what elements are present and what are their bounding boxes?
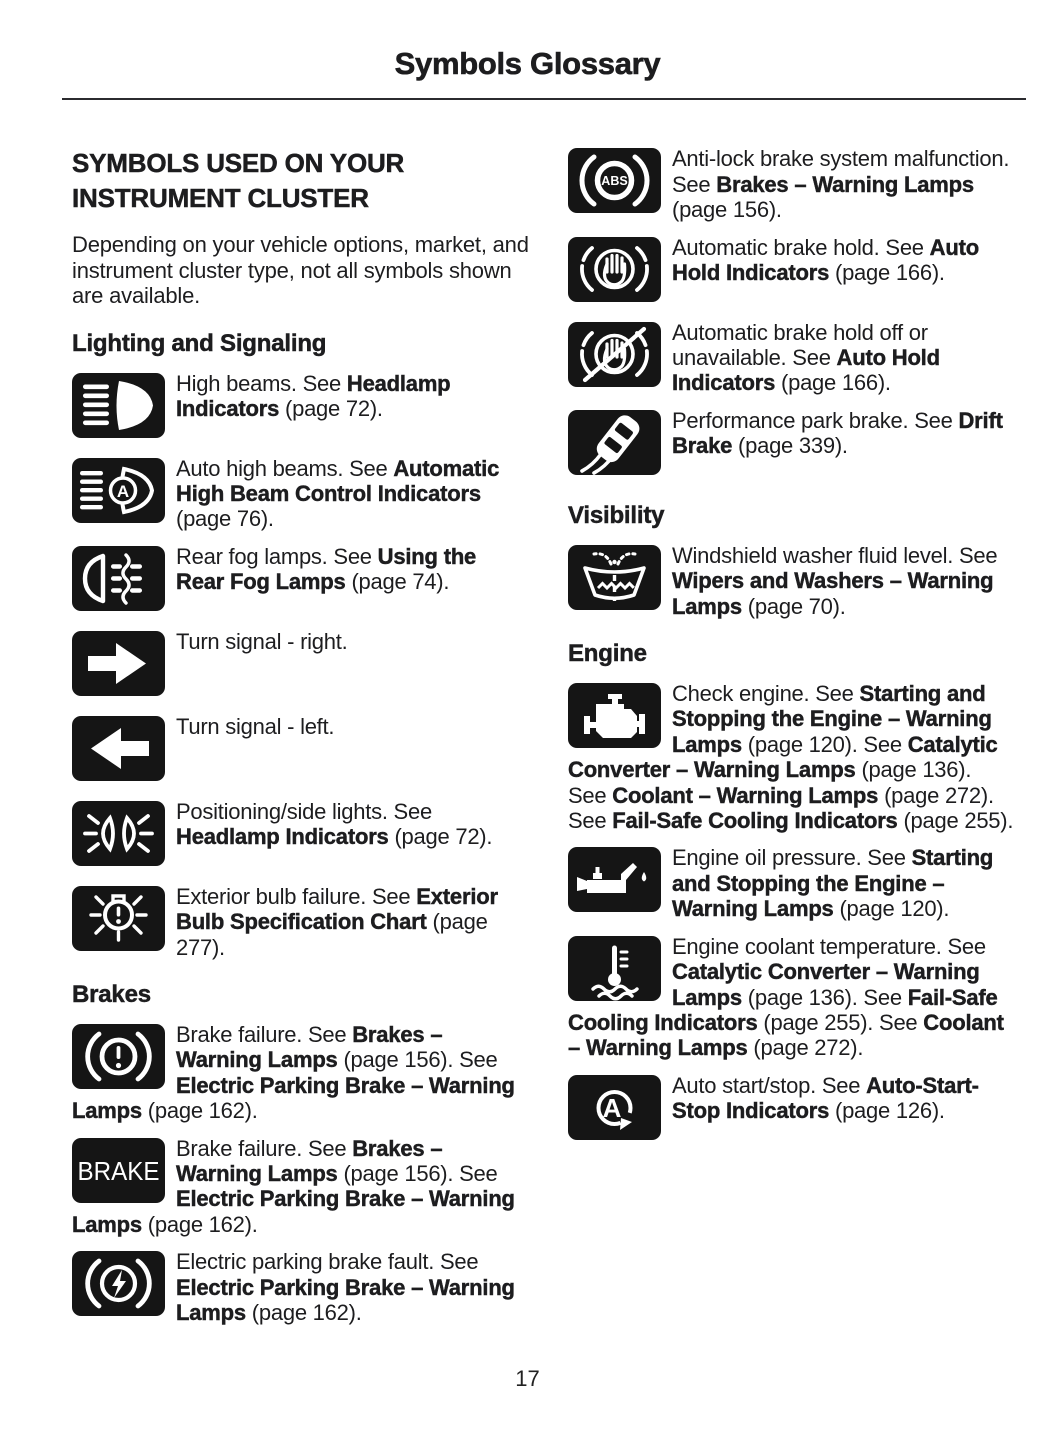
entry-text — [672, 543, 997, 619]
text-segment: (page 76). — [176, 506, 274, 532]
entry-abs-malfunction — [568, 146, 1015, 222]
text-segment: (page 156). See — [337, 1047, 498, 1073]
paragraph-intro: Depending on your vehicle options, market, and instrument cluster type, not all symbols shown are available. — [72, 232, 529, 309]
auto-start-stop-icon — [568, 1075, 661, 1140]
entry-text — [176, 884, 498, 960]
section-heading-visibility: Visibility — [568, 501, 665, 529]
position-lights-icon — [72, 801, 165, 866]
brake-text-icon — [72, 1138, 165, 1203]
text-segment-bold: Starting and Stopping the Engine – Warning Lamps — [672, 845, 994, 922]
entry-brake-failure-2 — [72, 1136, 530, 1238]
text-segment-bold: Headlamp Indicators — [176, 370, 451, 422]
text-segment-bold: Starting and Stopping the Engine – Warning Lamps — [672, 681, 992, 757]
entry-brake-failure-1 — [72, 1022, 530, 1124]
check-engine-icon — [568, 683, 661, 748]
auto-hold-off-icon — [568, 322, 661, 387]
text-segment-bold: Drift Brake — [672, 407, 1003, 459]
section-heading-brakes: Brakes — [72, 981, 151, 1009]
entry-electric-parking-brake-fault — [72, 1249, 530, 1325]
text-segment: (page 72). — [279, 396, 383, 422]
text-segment: Check engine. See — [672, 681, 860, 707]
entry-text — [176, 714, 334, 739]
text-segment-bold: Automatic High Beam Control Indicators — [176, 455, 500, 507]
entry-text — [672, 320, 940, 396]
page-title: Symbols Glossary — [394, 46, 661, 81]
text-segment: Anti-lock brake system malfunction. See — [672, 146, 1010, 197]
text-segment-bold: Fail-Safe Cooling Indicators — [568, 984, 998, 1035]
entry-auto-brake-hold — [568, 235, 1015, 308]
text-segment: Engine oil pressure. See — [672, 845, 912, 871]
entry-position-lights — [72, 799, 530, 872]
text-segment: (page 339). — [732, 433, 848, 459]
entry-auto-start-stop — [568, 1073, 1015, 1146]
text-segment: (page 136). See — [741, 984, 908, 1010]
text-segment-bold: Brakes – Warning Lamps — [176, 1022, 443, 1073]
text-segment: High beams. See — [176, 370, 347, 396]
text-segment: (page 156). See — [337, 1161, 498, 1187]
text-segment: (page 136). See — [568, 757, 972, 808]
entry-rear-fog-lamps — [72, 544, 530, 617]
entry-text — [672, 1073, 979, 1123]
auto-hold-icon — [568, 237, 661, 302]
text-segment: (page 126). — [829, 1098, 945, 1124]
entry-text — [672, 146, 1009, 222]
text-segment-bold: Brakes – Warning Lamps — [716, 171, 974, 197]
text-segment-bold: Auto Hold Indicators — [672, 345, 940, 396]
entry-turn-signal-right — [72, 629, 530, 702]
text-segment: (page 162). — [141, 1098, 258, 1124]
text-segment: (page 277). — [176, 909, 488, 960]
section-heading-lighting-and-signaling: Lighting and Signaling — [72, 329, 327, 357]
text-segment: (page 120). — [833, 896, 950, 922]
text-segment: Automatic brake hold. See — [672, 234, 930, 260]
entry-text — [672, 845, 993, 921]
text-segment-bold: Exterior Bulb Specification Chart — [176, 883, 498, 935]
text-segment: (page 156). — [672, 197, 782, 223]
page-content — [0, 100, 1055, 1337]
oil-pressure-icon — [568, 847, 661, 912]
text-segment: Brake failure. See — [176, 1135, 353, 1161]
text-segment: Auto high beams. See — [176, 455, 394, 481]
entry-check-engine — [568, 681, 1015, 833]
text-segment: Rear fog lamps. See — [176, 543, 378, 569]
text-segment: Performance park brake. See — [672, 407, 959, 433]
text-segment: (page 255). See — [757, 1009, 924, 1035]
text-segment-bold: Electric Parking Brake – Warning Lamps — [72, 1186, 515, 1237]
entry-text — [176, 456, 499, 532]
turn-signal-right-icon — [72, 631, 165, 696]
text-segment-bold: Using the Rear Fog Lamps — [176, 543, 477, 595]
high-beam-icon — [72, 373, 165, 438]
entry-text — [176, 544, 476, 594]
entry-engine-oil-pressure — [568, 845, 1015, 921]
text-segment: (page 255). — [897, 808, 1014, 834]
entry-text — [176, 1249, 515, 1325]
washer-fluid-icon — [568, 545, 661, 610]
text-segment: (page 272). — [747, 1035, 864, 1061]
text-segment-bold: Catalytic Converter – Warning Lamps — [568, 731, 998, 783]
text-segment-bold: Auto Hold Indicators — [672, 234, 979, 286]
page-number: 17 — [515, 1366, 540, 1391]
text-segment: Exterior bulb failure. See — [176, 883, 417, 909]
column-left — [72, 146, 530, 1337]
text-segment: Auto start/stop. See — [672, 1072, 867, 1098]
text-segment: (page 120). See — [741, 731, 908, 757]
abs-icon — [568, 148, 661, 213]
text-segment-bold: Headlamp Indicators — [176, 824, 389, 850]
text-segment: (page 74). — [345, 569, 450, 595]
text-segment-bold: Brakes – Warning Lamps — [176, 1135, 443, 1187]
text-segment: Automatic brake hold off or unavailable. See — [672, 319, 928, 371]
text-segment-bold: Fail-Safe Cooling Indicators — [612, 808, 898, 834]
text-segment: Turn signal - right. — [176, 628, 348, 654]
text-segment: (page 162). — [245, 1300, 362, 1326]
entry-high-beams — [72, 371, 530, 444]
coolant-temp-icon — [568, 936, 661, 1001]
text-segment-bold: Catalytic Converter – Warning Lamps — [672, 959, 980, 1010]
drift-brake-icon — [568, 410, 661, 475]
text-segment: Electric parking brake fault. See — [176, 1249, 479, 1275]
text-segment: (page 166). — [829, 260, 945, 286]
text-segment-bold: Auto-Start-Stop Indicators — [672, 1072, 979, 1124]
auto-high-beam-icon — [72, 458, 165, 523]
text-segment-bold: Electric Parking Brake – Warning Lamps — [72, 1072, 515, 1124]
entry-washer-fluid-level — [568, 543, 1015, 619]
entry-text — [672, 235, 979, 285]
entry-turn-signal-left — [72, 714, 530, 787]
column-right — [568, 146, 1015, 1157]
entry-text — [176, 371, 450, 421]
entry-text — [672, 408, 1003, 458]
text-segment-bold: Wipers and Washers – Warning Lamps — [672, 568, 994, 619]
entry-auto-brake-hold-off — [568, 320, 1015, 396]
text-segment: Engine coolant temperature. See — [672, 933, 986, 959]
text-segment: Positioning/side lights. See — [176, 798, 432, 824]
entry-text — [176, 629, 347, 654]
text-segment-bold: Coolant – Warning Lamps — [612, 782, 879, 808]
section-heading-engine: Engine — [568, 640, 647, 668]
text-segment-bold: Electric Parking Brake – Warning Lamps — [176, 1274, 515, 1326]
turn-signal-left-icon — [72, 716, 165, 781]
text-segment: (page 166). — [775, 370, 891, 396]
entry-performance-park-brake — [568, 408, 1015, 481]
text-segment: (page 72). — [388, 824, 493, 850]
text-segment: Turn signal - left. — [176, 713, 335, 739]
entry-auto-high-beams — [72, 456, 530, 532]
bulb-failure-icon — [72, 886, 165, 951]
text-segment: (page 272). See — [568, 782, 994, 834]
entry-engine-coolant-temperature — [568, 934, 1015, 1061]
entry-exterior-bulb-failure — [72, 884, 530, 960]
epb-fault-icon — [72, 1251, 165, 1316]
brake-warning-icon — [72, 1024, 165, 1089]
text-segment: (page 70). — [741, 593, 846, 619]
entry-text — [176, 799, 492, 849]
text-segment-bold: Coolant – Warning Lamps — [568, 1009, 1004, 1061]
text-segment: Brake failure. See — [176, 1022, 353, 1048]
text-segment: Windshield washer fluid level. See — [672, 542, 998, 568]
text-segment: (page 162). — [141, 1211, 258, 1237]
heading-symbols-used: SYMBOLS USED ON YOUR INSTRUMENT CLUSTER — [72, 148, 405, 214]
rear-fog-lamp-icon — [72, 546, 165, 611]
